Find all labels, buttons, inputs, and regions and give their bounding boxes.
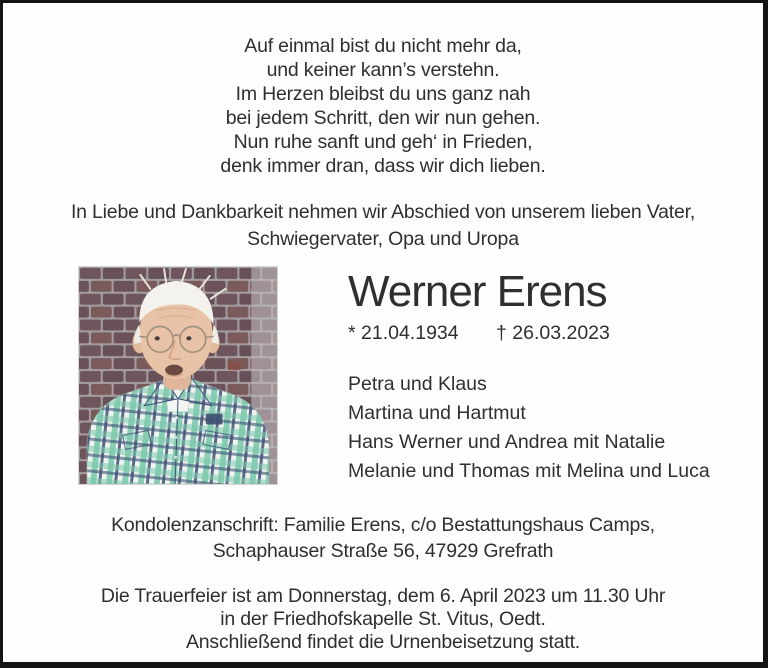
condolence-address: [3, 512, 763, 564]
deceased-name: Werner Erens: [348, 267, 607, 316]
condolence-line: Kondolenzanschrift: Familie Erens, c/o Bestattungshaus Camps,: [111, 514, 655, 536]
poem-line: Auf einmal bist du nicht mehr da,: [244, 35, 522, 57]
mourner-line: Melanie und Thomas mit Melina und Luca: [348, 460, 710, 482]
portrait-photo: [78, 266, 278, 485]
poem-line: bei jedem Schritt, den wir nun gehen.: [225, 107, 541, 129]
intro-line: In Liebe und Dankbarkeit nehmen wir Abschied von unserem lieben Vater,: [70, 201, 696, 223]
memorial-poem: [3, 34, 763, 178]
birth-date: * 21.04.1934: [348, 322, 459, 344]
mourner-line: Martina und Hartmut: [348, 402, 526, 424]
funeral-info: [3, 585, 763, 654]
death-date: † 26.03.2023: [496, 322, 610, 344]
poem-line: und keiner kann’s verstehn.: [266, 59, 500, 81]
life-dates: [348, 322, 710, 344]
mourner-line: Hans Werner und Andrea mit Natalie: [348, 431, 666, 453]
funeral-line: in der Friedhofskapelle St. Vitus, Oedt.: [220, 608, 546, 630]
intro-line: Schwiegervater, Opa und Uropa: [247, 228, 519, 250]
deceased-section: [348, 269, 710, 486]
poem-line: denk immer dran, dass wir dich lieben.: [220, 155, 546, 177]
farewell-intro: [3, 199, 763, 253]
funeral-line: Die Trauerfeier ist am Donnerstag, dem 6. April 2023 um 11.30 Uhr: [100, 585, 666, 607]
portrait-illustration: [79, 267, 277, 484]
funeral-line: Anschließend findet die Urnenbeisetzung statt.: [185, 631, 581, 653]
condolence-line: Schaphauser Straße 56, 47929 Grefrath: [212, 540, 554, 562]
poem-line: Im Herzen bleibst du uns ganz nah: [235, 83, 531, 105]
mourners-list: [348, 370, 710, 486]
mourner-line: Petra und Klaus: [348, 373, 487, 395]
poem-line: Nun ruhe sanft und geh‘ in Frieden,: [233, 131, 533, 153]
